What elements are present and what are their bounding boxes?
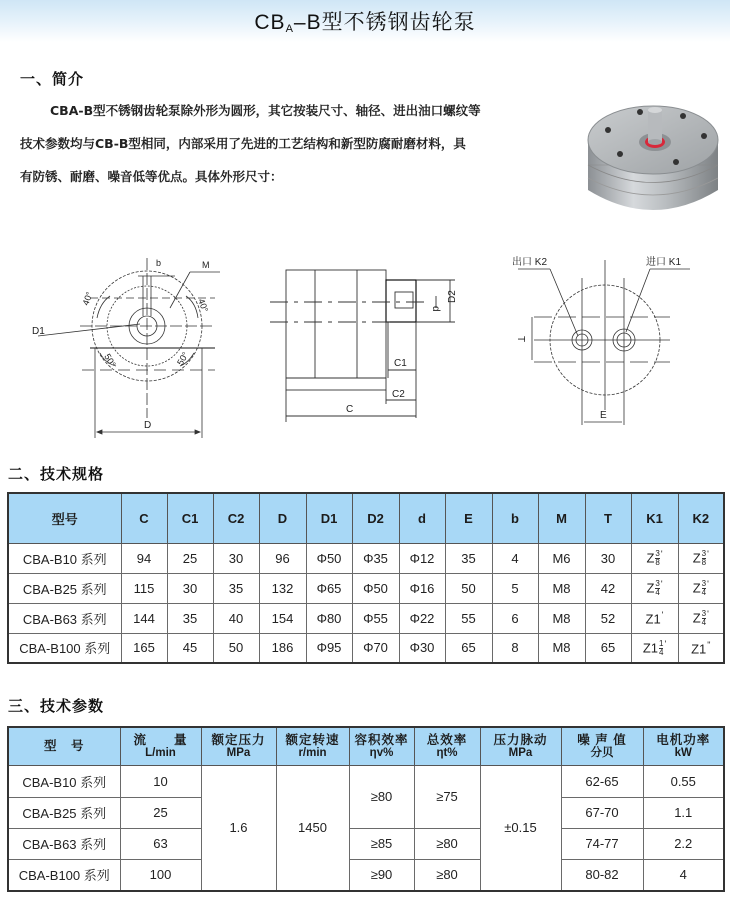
cell-b: 4	[492, 543, 538, 573]
header-label: 额定压力	[211, 733, 266, 748]
cell-model: CBA-B63 系列	[8, 828, 120, 859]
cell-flow: 100	[120, 859, 201, 891]
col-header-D: D	[259, 493, 306, 543]
cell-M: M8	[538, 603, 585, 633]
cell-rated-pressure: 1.6	[201, 765, 276, 891]
header-unit: kW	[674, 747, 692, 760]
param-table	[7, 726, 725, 892]
col-header-volumetric-efficiency	[349, 727, 414, 765]
svg-text:d: d	[430, 306, 441, 312]
header-unit: ηt%	[436, 747, 458, 760]
cell-M: M8	[538, 633, 585, 663]
cell-volumetric-efficiency: ≥90	[349, 859, 414, 891]
svg-text:40°: 40°	[196, 297, 211, 314]
cell-D1: Φ50	[306, 543, 352, 573]
page-title	[0, 6, 730, 36]
intro-line-2: 技术参数均与CB-B型相同，内部采用了先进的工艺结构和新型防腐耐磨材料，具	[20, 136, 466, 151]
cell-d: Φ22	[399, 603, 445, 633]
cell-D1: Φ80	[306, 603, 352, 633]
cell-model: CBA-B10 系列	[8, 765, 120, 797]
svg-text:40°: 40°	[80, 290, 95, 307]
cell-D1: Φ95	[306, 633, 352, 663]
cell-K1: Z $\frac{3}{4}$ '	[631, 573, 678, 603]
param-heading: 三、技术参数	[8, 697, 105, 715]
svg-text:D2: D2	[447, 290, 458, 303]
svg-text:50°: 50°	[175, 350, 191, 367]
cell-d: Φ12	[399, 543, 445, 573]
svg-text:50°: 50°	[102, 352, 118, 369]
cell-motor-power: 0.55	[643, 765, 724, 797]
param-row	[8, 859, 724, 891]
header-label: 压力脉动	[493, 733, 548, 748]
front-view-drawing	[30, 248, 250, 440]
col-header-noise	[561, 727, 643, 765]
cell-E: 55	[445, 603, 492, 633]
cell-C2: 30	[213, 543, 259, 573]
svg-text:E: E	[600, 410, 607, 421]
cell-rated-speed: 1450	[276, 765, 349, 891]
spec-row	[8, 633, 724, 663]
svg-text:T: T	[515, 336, 526, 343]
intro-line-1: CBΑ-B型不锈钢齿轮泵除外形为圆形，其它按装尺寸、轴径、进出油口螺纹等	[50, 103, 481, 118]
cell-D: 132	[259, 573, 306, 603]
header-label: 额定转速	[285, 733, 340, 748]
col-header-model: 型号	[8, 493, 121, 543]
intro-heading: 一、简介	[20, 70, 85, 88]
param-row	[8, 828, 724, 859]
cell-K2: Z $\frac{3}{8}$ '	[678, 543, 724, 573]
cell-E: 65	[445, 633, 492, 663]
col-header-rated-pressure	[201, 727, 276, 765]
cell-C: 115	[121, 573, 167, 603]
cell-K2: Z $\frac{3}{4}$ '	[678, 573, 724, 603]
col-header-b: b	[492, 493, 538, 543]
cell-D1: Φ65	[306, 573, 352, 603]
label-M: M	[202, 260, 210, 270]
cell-model: CBA-B100 系列	[8, 633, 121, 663]
header-label: 容积效率	[354, 733, 409, 748]
col-header-K2: K2	[678, 493, 724, 543]
rear-view-drawing	[490, 240, 690, 440]
cell-E: 50	[445, 573, 492, 603]
cell-noise: 74-77	[561, 828, 643, 859]
intro-paragraph	[20, 94, 540, 193]
svg-text:D: D	[144, 420, 152, 431]
cell-flow: 10	[120, 765, 201, 797]
cell-C1: 30	[167, 573, 213, 603]
cell-C1: 25	[167, 543, 213, 573]
col-header-motor-power	[643, 727, 724, 765]
spec-row	[8, 573, 724, 603]
header-label: 噪 声 值	[577, 733, 627, 748]
spec-table	[7, 492, 725, 664]
cell-K1: Z1'	[631, 603, 678, 633]
col-header-C2: C2	[213, 493, 259, 543]
cell-C2: 35	[213, 573, 259, 603]
cell-T: 30	[585, 543, 631, 573]
pump-photo	[580, 90, 726, 222]
cell-noise: 67-70	[561, 797, 643, 828]
cell-C2: 40	[213, 603, 259, 633]
title-suffix: –B型不锈钢齿轮泵	[293, 11, 476, 34]
cell-d: Φ16	[399, 573, 445, 603]
cell-total-efficiency: ≥80	[414, 859, 480, 891]
cell-motor-power: 2.2	[643, 828, 724, 859]
label-outlet-k2: 出口 K2	[512, 257, 548, 268]
col-header-pressure-pulse	[480, 727, 561, 765]
cell-C: 144	[121, 603, 167, 633]
cell-D2: Φ70	[352, 633, 399, 663]
cell-motor-power: 4	[643, 859, 724, 891]
cell-model: CBA-B25 系列	[8, 573, 121, 603]
label-b: b	[156, 258, 162, 268]
cell-model: CBA-B100 系列	[8, 859, 120, 891]
cell-T: 65	[585, 633, 631, 663]
cell-C: 165	[121, 633, 167, 663]
cell-E: 35	[445, 543, 492, 573]
cell-motor-power: 1.1	[643, 797, 724, 828]
col-header-K1: K1	[631, 493, 678, 543]
cell-M: M6	[538, 543, 585, 573]
cell-K2: Z1"	[678, 633, 724, 663]
cell-noise: 62-65	[561, 765, 643, 797]
cell-K1: Z1 $\frac{1}{4}$ '	[631, 633, 678, 663]
cell-pressure-pulse: ±0.15	[480, 765, 561, 891]
side-view-drawing	[270, 258, 470, 438]
header-unit: L/min	[145, 747, 176, 760]
header-unit: MPa	[508, 747, 533, 760]
cell-d: Φ30	[399, 633, 445, 663]
svg-text:C1: C1	[394, 358, 407, 369]
header-unit: MPa	[226, 747, 251, 760]
cell-K2: Z $\frac{3}{4}$ '	[678, 603, 724, 633]
cell-flow: 25	[120, 797, 201, 828]
cell-b: 8	[492, 633, 538, 663]
col-header-C1: C1	[167, 493, 213, 543]
cell-C1: 45	[167, 633, 213, 663]
header-label: 电机功率	[656, 733, 711, 748]
svg-text:C: C	[346, 404, 354, 415]
col-header-T: T	[585, 493, 631, 543]
spec-row	[8, 543, 724, 573]
header-unit: ηv%	[369, 747, 394, 760]
cell-noise: 80-82	[561, 859, 643, 891]
cell-D2: Φ55	[352, 603, 399, 633]
spec-row	[8, 603, 724, 633]
cell-D: 96	[259, 543, 306, 573]
cell-C: 94	[121, 543, 167, 573]
col-header-d: d	[399, 493, 445, 543]
cell-M: M8	[538, 573, 585, 603]
col-header-C: C	[121, 493, 167, 543]
cell-total-efficiency: ≥80	[414, 828, 480, 859]
spec-header-row	[8, 493, 724, 543]
cell-flow: 63	[120, 828, 201, 859]
col-header-flow	[120, 727, 201, 765]
cell-D2: Φ35	[352, 543, 399, 573]
col-header-D2: D2	[352, 493, 399, 543]
header-label: 流 量	[133, 733, 188, 748]
cell-model: CBA-B10 系列	[8, 543, 121, 573]
cell-b: 5	[492, 573, 538, 603]
header-label: 型 号	[43, 739, 85, 754]
col-header-D1: D1	[306, 493, 352, 543]
header-unit: 分贝	[590, 747, 614, 760]
cell-b: 6	[492, 603, 538, 633]
cell-model: CBA-B63 系列	[8, 603, 121, 633]
cell-T: 42	[585, 573, 631, 603]
cell-volumetric-efficiency: ≥85	[349, 828, 414, 859]
col-header-model	[8, 727, 120, 765]
svg-text:D1: D1	[32, 326, 45, 337]
title-subscript: A	[285, 23, 294, 35]
header-unit: r/min	[298, 747, 327, 760]
col-header-E: E	[445, 493, 492, 543]
param-header-row	[8, 727, 724, 765]
cell-T: 52	[585, 603, 631, 633]
cell-D2: Φ50	[352, 573, 399, 603]
cell-C1: 35	[167, 603, 213, 633]
col-header-rated-speed	[276, 727, 349, 765]
svg-text:C2: C2	[392, 389, 405, 400]
cell-D: 154	[259, 603, 306, 633]
intro-line-3: 有防锈、耐磨、噪音低等优点。具体外形尺寸：	[20, 169, 283, 184]
spec-heading: 二、技术规格	[8, 465, 105, 483]
cell-volumetric-efficiency: ≥80	[349, 765, 414, 828]
header-label: 总效率	[426, 733, 468, 748]
cell-D: 186	[259, 633, 306, 663]
label-inlet-k1: 进口 K1	[646, 257, 682, 268]
cell-total-efficiency: ≥75	[414, 765, 480, 828]
col-header-total-efficiency	[414, 727, 480, 765]
cell-K1: Z $\frac{3}{8}$ '	[631, 543, 678, 573]
cell-model: CBA-B25 系列	[8, 797, 120, 828]
param-row	[8, 765, 724, 797]
title-prefix: CB	[254, 11, 286, 34]
cell-C2: 50	[213, 633, 259, 663]
col-header-M: M	[538, 493, 585, 543]
